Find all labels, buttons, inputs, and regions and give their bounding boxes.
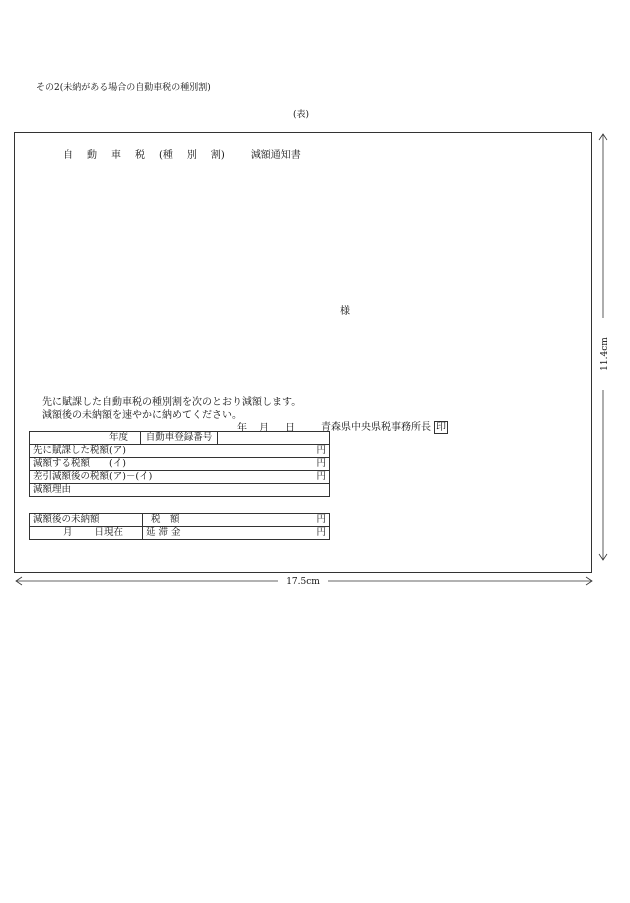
tax-label: 税 額 (151, 514, 180, 525)
yen-unit: 円 (316, 458, 326, 469)
year-cell: 年度 (30, 432, 141, 445)
issue-date-month: 月 (259, 423, 269, 434)
reg-number-label: 自動車登録番号 (141, 432, 218, 445)
form-subtitle: その2(未納がある場合の自動車税の種別割) (36, 83, 211, 93)
title-char: 車 (111, 150, 121, 161)
late-fee-label: 延 滞 金 (146, 527, 181, 538)
yen-unit: 円 (316, 527, 326, 538)
row-label: 減額する税額 (イ) (33, 458, 126, 469)
title-char: 自 (63, 150, 73, 161)
as-of-day: 日現在 (94, 527, 124, 538)
notice-line-1: 先に賦課した自動車税の種別割を次のとおり減額します。 (42, 397, 302, 408)
row-label: 差引減額後の税額(ア)－(イ) (33, 471, 153, 482)
row-label: 先に賦課した税額(ア) (33, 445, 126, 456)
issue-date-year: 年 (237, 423, 247, 434)
title-paren: (種 (159, 150, 173, 161)
reason-label: 減額理由 (30, 484, 330, 497)
yen-unit: 円 (316, 471, 326, 482)
as-of-month: 月 (63, 527, 73, 538)
issue-date-day: 日 (285, 423, 295, 434)
height-label: 11.4cm (600, 337, 610, 371)
seal-stamp: 印 (436, 422, 446, 433)
issuer-name: 青森県中央県税事務所長 (321, 422, 431, 433)
title-paren: 割) (210, 150, 225, 161)
side-label: (表) (293, 110, 310, 120)
yen-unit: 円 (316, 514, 326, 525)
title-char: 税 (135, 150, 145, 161)
addressee-suffix: 様 (340, 306, 350, 317)
width-label: 17.5cm (286, 577, 320, 587)
unpaid-label: 減額後の未納額 (30, 514, 143, 527)
title-char: 動 (87, 150, 97, 161)
notice-line-2: 減額後の未納額を速やかに納めてください。 (42, 410, 242, 421)
title-suffix: 減額通知書 (250, 150, 301, 161)
title-paren: 別 (186, 150, 197, 161)
yen-unit: 円 (316, 445, 326, 456)
